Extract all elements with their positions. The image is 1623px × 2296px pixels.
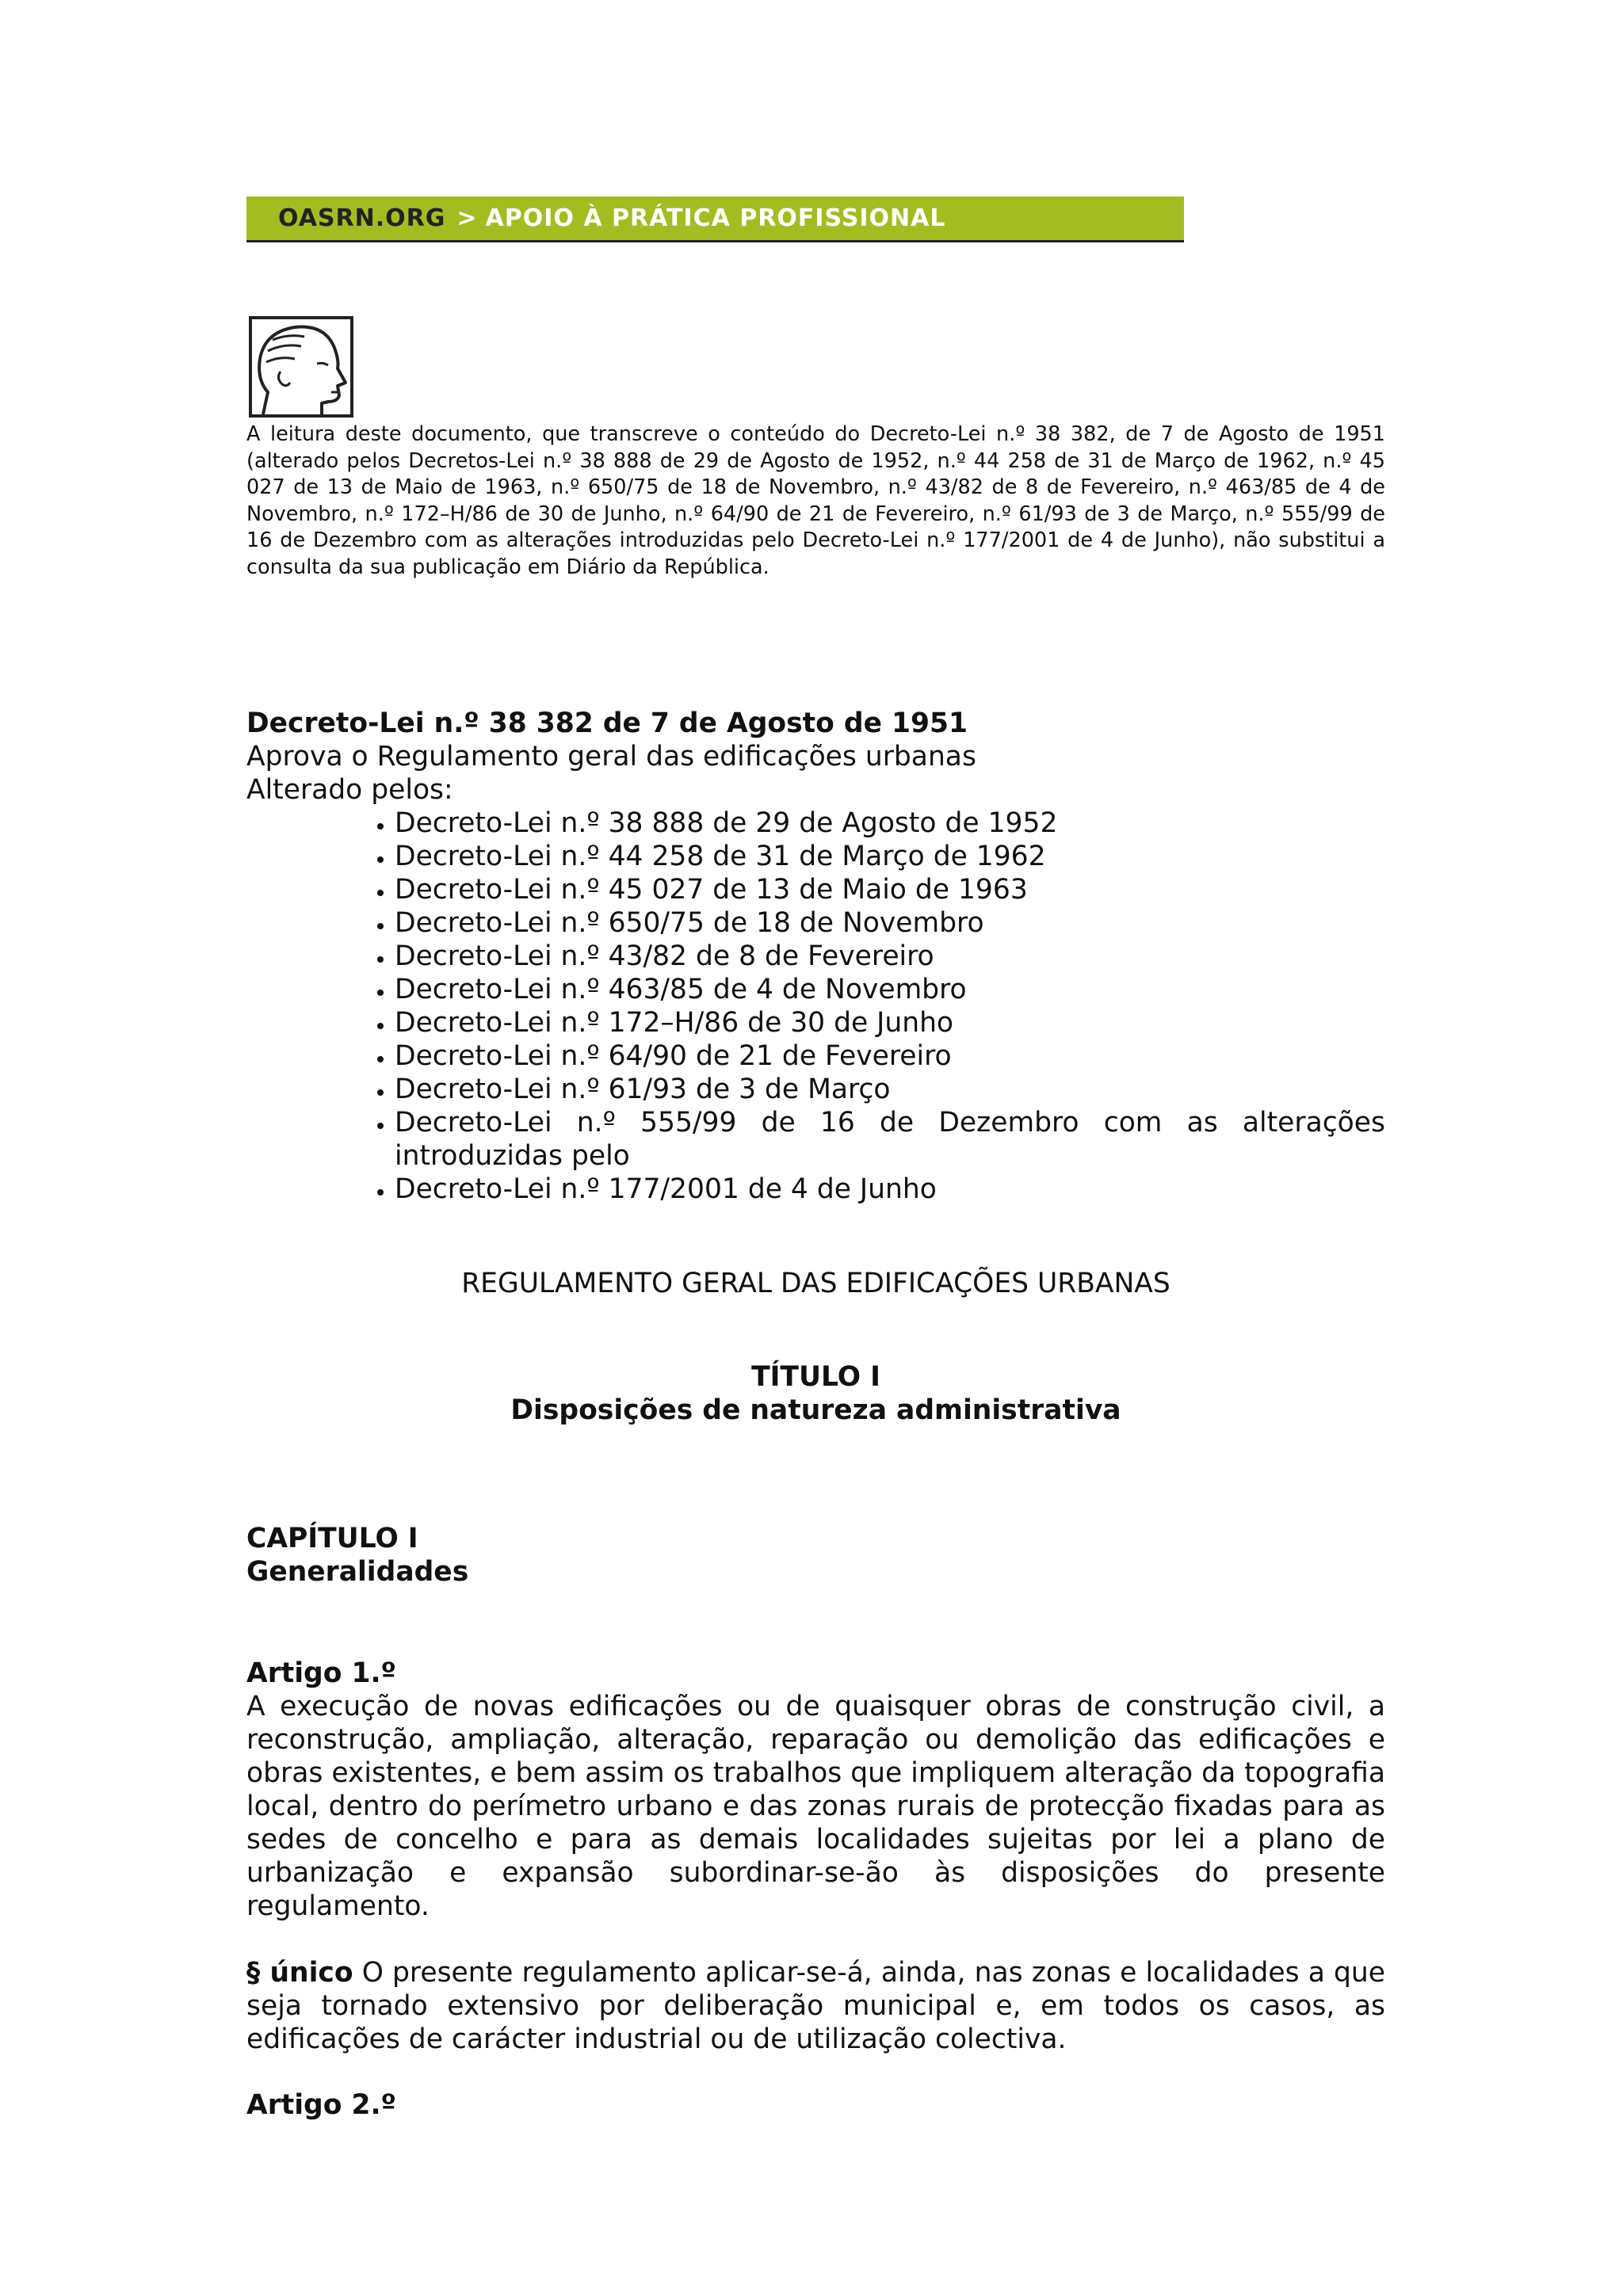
titulo-name: Disposições de natureza administrativa [510,1394,1121,1426]
list-item: • Decreto-Lei n.º 64/90 de 21 de Fevereiro [395,1039,1385,1073]
artigo-2-heading: Artigo 2.º [246,2089,397,2121]
head-profile-logo-icon [249,316,353,418]
document-body [246,707,1385,2122]
amendments-list [246,807,1385,1206]
artigo-1-paragrafo-unico [246,1956,1385,2056]
list-item: • Decreto-Lei n.º 43/82 de 8 de Fevereiro [395,940,1385,973]
artigo-1-heading: Artigo 1.º [246,1657,397,1689]
paragrafo-unico-label: § único [246,1957,353,1989]
paragrafo-unico-text: O presente regulamento aplicar-se-á, ainda, nas zonas e localidades a que seja tornado extensivo por deliberação municipal e, em todos os casos, as edificações de carácter industrial ou de utilização colectiva. [246,1957,1386,2055]
banner-site-name: OASRN.ORG [278,204,446,232]
site-banner [246,196,1184,242]
capitulo-label: CAPÍTULO I [246,1523,418,1554]
decree-subtitle: Aprova o Regulamento geral das edificações urbanas [246,741,976,772]
list-item: • Decreto-Lei n.º 650/75 de 18 de Novembro [395,906,1385,940]
list-item: • Decreto-Lei n.º 44 258 de 31 de Março de 1962 [395,840,1385,873]
list-item: • Decreto-Lei n.º 38 888 de 29 de Agosto de 1952 [395,807,1385,840]
list-item: • Decreto-Lei n.º 61/93 de 3 de Março [395,1073,1385,1106]
banner-separator: > [456,204,478,232]
list-item: • Decreto-Lei n.º 555/99 de 16 de Dezembro com as alterações introduzidas pelo [395,1106,1385,1173]
banner-text [278,204,945,232]
list-item: • Decreto-Lei n.º 177/2001 de 4 de Junho [395,1173,1385,1206]
regulation-title: REGULAMENTO GERAL DAS EDIFICAÇÕES URBANAS [461,1268,1170,1299]
amended-label: Alterado pelos: [246,774,453,806]
capitulo-name: Generalidades [246,1556,469,1588]
titulo-label: TÍTULO I [751,1361,880,1393]
decree-title: Decreto-Lei n.º 38 382 de 7 de Agosto de 1951 [246,707,968,739]
artigo-1-text: A execução de novas edificações ou de quaisquer obras de construção civil, a reconstrução, ampliação, alteração, reparação ou demolição das edificações e obras existentes, e bem assim os trabalhos que impliquem alteração da topografia local, dentro do perímetro urbano e das zonas rurais de protecção fixadas para as sedes de concelho e para as demais localidades sujeitas por lei a plano de urbanização e expansão subordinar-se-ão às disposições do presente regulamento. [246,1691,1385,1922]
intro-disclaimer: A leitura deste documento, que transcreve o conteúdo do Decreto-Lei n.º 38 382, de 7 de Agosto de 1951 (alterado pelos Decretos-Lei n.º 38 888 de 29 de Agosto de 1952, n.º 44 258 de 31 de Março de 1962, n.º 45 027 de 13 de Maio de 1963, n.º 650/75 de 18 de Novembro, n.º 43/82 de 8 de Fevereiro, n.º 463/85 de 4 de Novembro, n.º 172–H/86 de 30 de Junho, n.º 64/90 de 21 de Fevereiro, n.º 61/93 de 3 de Março, n.º 555/99 de 16 de Dezembro com as alterações introduzidas pelo Decreto-Lei n.º 177/2001 de 4 de Junho), não substitui a consulta da sua publicação em Diário da República. [246,422,1385,579]
banner-section-name: APOIO À PRÁTICA PROFISSIONAL [485,204,946,232]
list-item: • Decreto-Lei n.º 172–H/86 de 30 de Junho [395,1006,1385,1039]
list-item: • Decreto-Lei n.º 45 027 de 13 de Maio de 1963 [395,873,1385,906]
list-item: • Decreto-Lei n.º 463/85 de 4 de Novembro [395,973,1385,1006]
